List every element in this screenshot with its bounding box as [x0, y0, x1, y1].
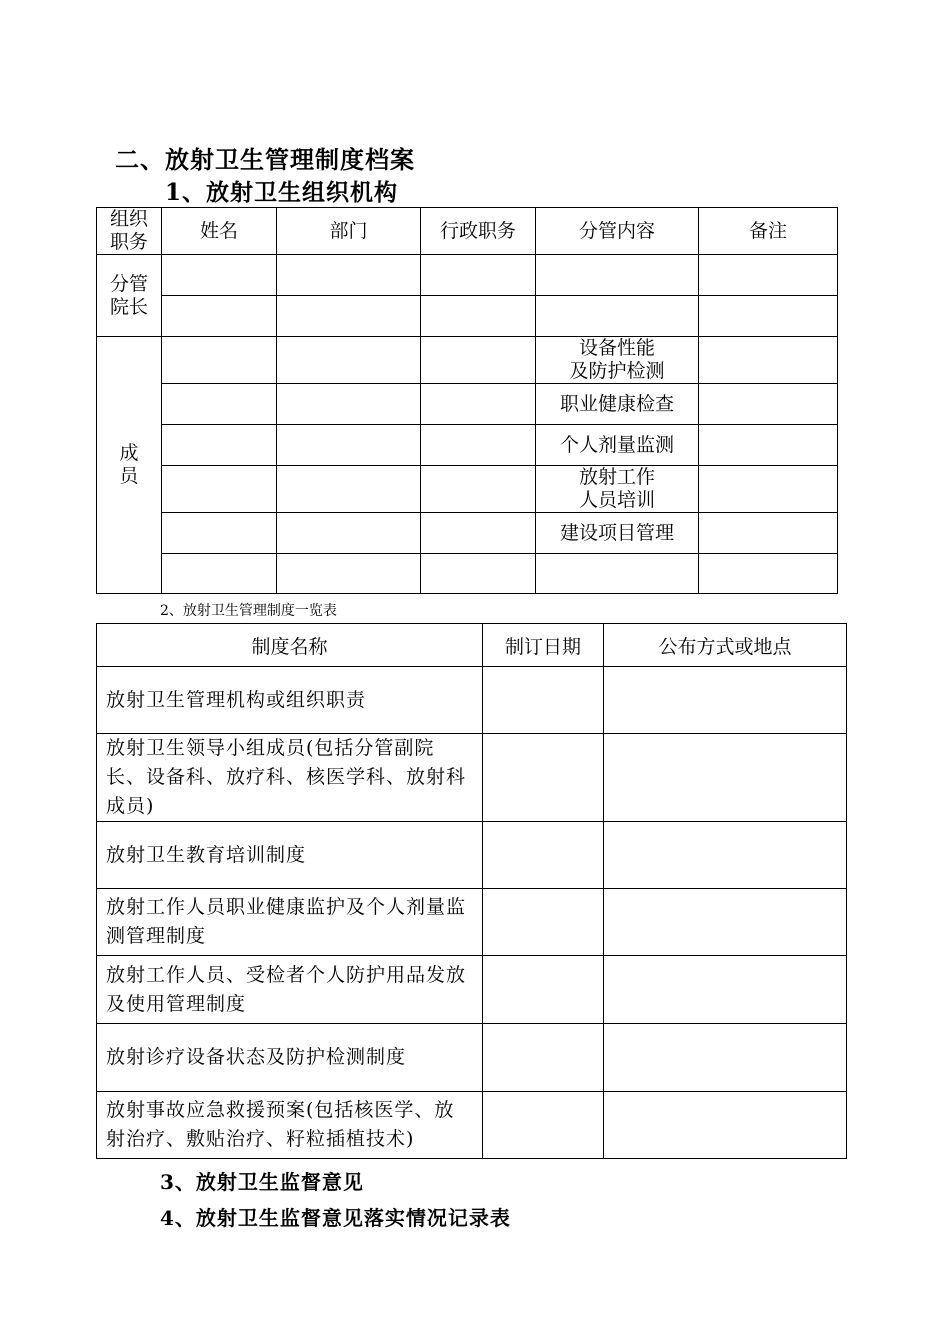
table-row	[97, 384, 838, 425]
empty-cell	[604, 667, 847, 734]
col-remark-header: 备注	[699, 208, 838, 255]
empty-cell	[277, 296, 421, 337]
empty-cell	[162, 513, 277, 554]
empty-cell	[421, 255, 536, 296]
duty-cell: 个人剂量监测	[536, 425, 699, 466]
empty-cell	[604, 889, 847, 956]
table-row	[97, 667, 847, 734]
empty-cell	[699, 384, 838, 425]
empty-cell	[277, 554, 421, 594]
regulation-name: 放射卫生领导小组成员(包括分管副院长、设备科、放疗科、核医学科、放射科成员)	[97, 734, 483, 822]
empty-cell	[421, 384, 536, 425]
table-row	[97, 1092, 847, 1159]
organization-table	[96, 207, 838, 594]
empty-cell	[604, 734, 847, 822]
empty-cell	[162, 384, 277, 425]
empty-cell	[162, 255, 277, 296]
empty-cell	[421, 513, 536, 554]
empty-cell	[604, 956, 847, 1024]
members-group: 成 员	[97, 337, 162, 594]
empty-cell	[421, 554, 536, 594]
empty-cell	[162, 466, 277, 513]
col-publish-header: 公布方式或地点	[604, 624, 847, 667]
empty-cell	[277, 466, 421, 513]
table-row	[97, 956, 847, 1024]
reg-header-row	[97, 624, 847, 667]
col-name-header: 姓名	[162, 208, 277, 255]
table-row	[97, 554, 838, 594]
table-row	[97, 255, 838, 296]
regulations-table	[96, 623, 847, 1159]
empty-cell	[421, 466, 536, 513]
col-department-header: 部门	[277, 208, 421, 255]
table-row	[97, 466, 838, 513]
col-position-header: 行政职务	[421, 208, 536, 255]
empty-cell	[421, 296, 536, 337]
empty-cell	[699, 466, 838, 513]
empty-cell	[277, 255, 421, 296]
empty-cell	[483, 734, 604, 822]
regulation-name: 放射工作人员、受检者个人防护用品发放及使用管理制度	[97, 956, 483, 1024]
empty-cell	[277, 384, 421, 425]
empty-cell	[604, 1092, 847, 1159]
table-row	[97, 889, 847, 956]
empty-cell	[277, 425, 421, 466]
regulation-name: 放射事故应急救援预案(包括核医学、放射治疗、敷贴治疗、籽粒插植技术)	[97, 1092, 483, 1159]
empty-cell	[699, 255, 838, 296]
vice-president-group: 分管 院长	[97, 255, 162, 337]
table-row	[97, 513, 838, 554]
empty-cell	[483, 1024, 604, 1092]
empty-cell	[604, 1024, 847, 1092]
empty-cell	[483, 667, 604, 734]
empty-cell	[277, 337, 421, 384]
table-row	[97, 1024, 847, 1092]
col-date-header: 制订日期	[483, 624, 604, 667]
empty-cell	[699, 337, 838, 384]
empty-cell	[421, 425, 536, 466]
empty-cell	[162, 425, 277, 466]
empty-cell	[699, 425, 838, 466]
table-row	[97, 734, 847, 822]
empty-cell	[699, 554, 838, 594]
regulation-name: 放射诊疗设备状态及防护检测制度	[97, 1024, 483, 1092]
empty-cell	[699, 296, 838, 337]
col-regulation-name-header: 制度名称	[97, 624, 483, 667]
regulation-name: 放射工作人员职业健康监护及个人剂量监测管理制度	[97, 889, 483, 956]
section-3-title: 3、放射卫生监督意见	[160, 1170, 364, 1194]
table-row	[97, 296, 838, 337]
empty-cell	[421, 337, 536, 384]
section-4-title: 4、放射卫生监督意见落实情况记录表	[160, 1206, 511, 1230]
empty-cell	[162, 337, 277, 384]
duty-cell: 设备性能 及防护检测	[536, 337, 699, 384]
duty-cell: 放射工作 人员培训	[536, 466, 699, 513]
empty-cell	[483, 956, 604, 1024]
empty-cell	[483, 889, 604, 956]
empty-cell	[483, 1092, 604, 1159]
section-2-caption: 2、放射卫生管理制度一览表	[160, 603, 337, 619]
empty-cell	[536, 255, 699, 296]
empty-cell	[162, 296, 277, 337]
empty-cell	[483, 822, 604, 889]
document-heading: 二、放射卫生管理制度档案	[115, 145, 415, 174]
col-duty-header: 分管内容	[536, 208, 699, 255]
table-row	[97, 822, 847, 889]
empty-cell	[536, 296, 699, 337]
duty-cell: 职业健康检查	[536, 384, 699, 425]
org-header-row	[97, 208, 838, 255]
regulation-name: 放射卫生教育培训制度	[97, 822, 483, 889]
regulation-name: 放射卫生管理机构或组织职责	[97, 667, 483, 734]
empty-cell	[162, 554, 277, 594]
empty-cell	[277, 513, 421, 554]
table-row	[97, 337, 838, 384]
role-header: 组织 职务	[97, 208, 162, 255]
table-row	[97, 425, 838, 466]
empty-cell	[604, 822, 847, 889]
duty-cell	[536, 554, 699, 594]
empty-cell	[699, 513, 838, 554]
section-1-title: 1、放射卫生组织机构	[165, 179, 399, 206]
duty-cell: 建设项目管理	[536, 513, 699, 554]
